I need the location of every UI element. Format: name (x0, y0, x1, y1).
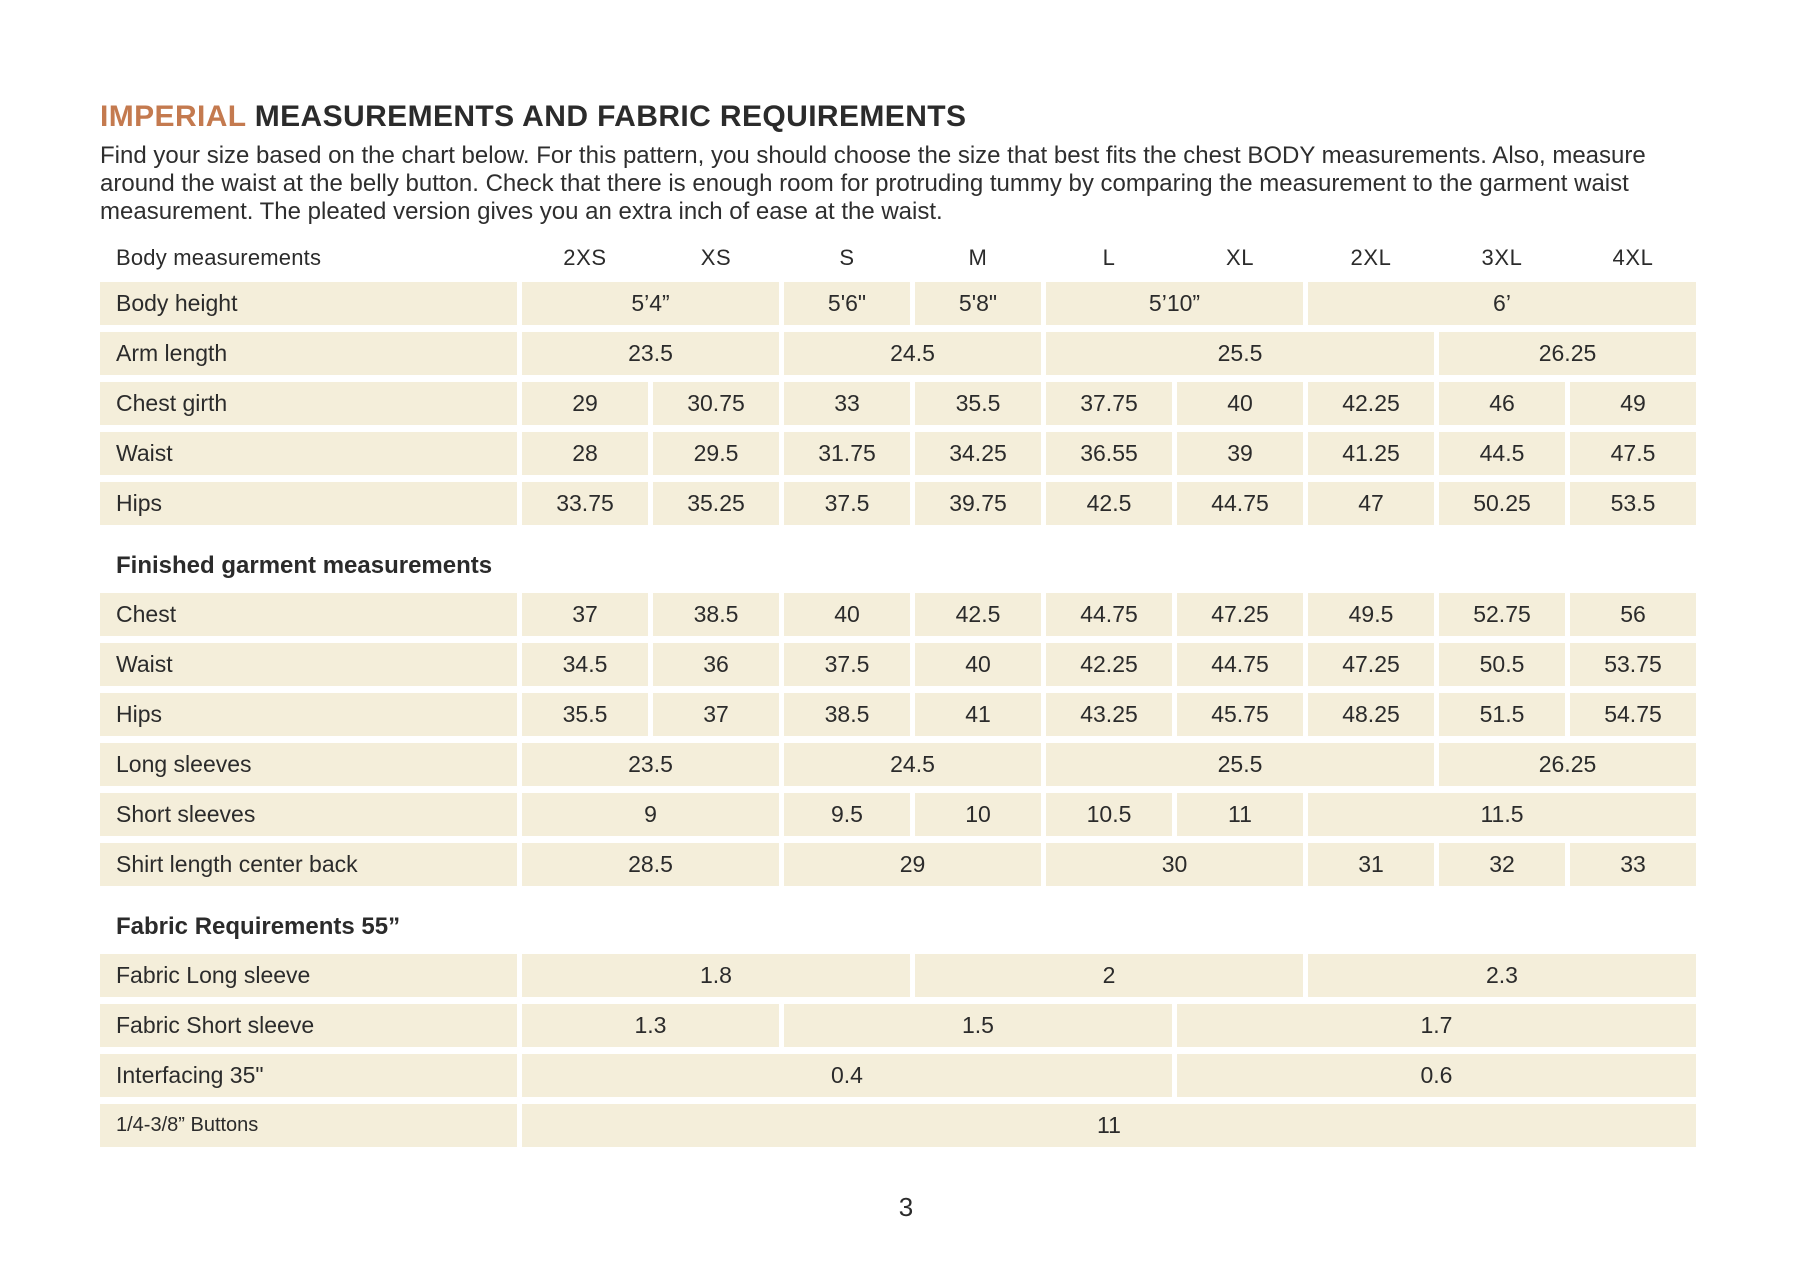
value-cell: 10.5 (1046, 793, 1172, 836)
value-cell: 5’4” (522, 282, 779, 325)
value-cell: 31.75 (784, 432, 910, 475)
page-title-rest: MEASUREMENTS AND FABRIC REQUIREMENTS (254, 100, 967, 133)
value-cell: 5’10” (1046, 282, 1303, 325)
value-cell: 48.25 (1308, 693, 1434, 736)
table-row (100, 482, 1696, 525)
value-cell: 2 (915, 954, 1303, 997)
table-row (100, 1004, 1696, 1047)
value-cell: 11 (1177, 793, 1303, 836)
value-cell: 36.55 (1046, 432, 1172, 475)
value-cell: 56 (1570, 593, 1696, 636)
row-label: Fabric Short sleeve (100, 1004, 517, 1047)
value-cell: 24.5 (784, 332, 1041, 375)
value-cell: 39.75 (915, 482, 1041, 525)
column-header-size-xs: XS (700, 245, 732, 270)
value-cell: 29 (522, 382, 648, 425)
value-cell: 0.4 (522, 1054, 1172, 1097)
table-row (100, 1104, 1696, 1147)
column-header-size-s: S (839, 245, 855, 270)
value-cell: 30 (1046, 843, 1303, 886)
value-cell: 28.5 (522, 843, 779, 886)
value-cell: 23.5 (522, 743, 779, 786)
value-cell: 34.25 (915, 432, 1041, 475)
value-cell: 11.5 (1308, 793, 1696, 836)
value-cell: 49 (1570, 382, 1696, 425)
value-cell: 44.75 (1177, 643, 1303, 686)
value-cell: 5'6" (784, 282, 910, 325)
value-cell: 35.5 (915, 382, 1041, 425)
section-header-row (100, 532, 1696, 586)
row-label: Hips (100, 693, 517, 736)
row-label: Chest (100, 593, 517, 636)
row-label: Interfacing 35" (100, 1054, 517, 1097)
column-header-size-m: M (968, 245, 988, 270)
value-cell: 54.75 (1570, 693, 1696, 736)
value-cell: 25.5 (1046, 743, 1434, 786)
value-cell: 11 (522, 1104, 1696, 1147)
section-header-row (100, 893, 1696, 947)
intro-paragraph: Find your size based on the chart below. For this pattern, you should choose the size that best fits the chest BODY measurements. Also, measure around the waist at the belly button. Check that there is enough room for protruding tummy by comparing the measurement to the garment waist measurement. The pleated version gives you an extra inch of ease at the waist. (100, 142, 1646, 225)
value-cell: 45.75 (1177, 693, 1303, 736)
value-cell: 35.5 (522, 693, 648, 736)
value-cell: 38.5 (653, 593, 779, 636)
table-row (100, 743, 1696, 786)
row-label: Waist (100, 432, 517, 475)
value-cell: 1.8 (522, 954, 910, 997)
table-row (100, 843, 1696, 886)
value-cell: 41.25 (1308, 432, 1434, 475)
table-row (100, 382, 1696, 425)
value-cell: 47 (1308, 482, 1434, 525)
value-cell: 2.3 (1308, 954, 1696, 997)
row-label: Shirt length center back (100, 843, 517, 886)
page-number: 3 (898, 1192, 914, 1222)
row-label: Body height (100, 282, 517, 325)
value-cell: 1.3 (522, 1004, 779, 1047)
row-label: Waist (100, 643, 517, 686)
value-cell: 35.25 (653, 482, 779, 525)
column-header-size-2xs: 2XS (563, 245, 607, 270)
value-cell: 47.25 (1177, 593, 1303, 636)
value-cell: 29 (784, 843, 1041, 886)
table-row (100, 793, 1696, 836)
value-cell: 33 (1570, 843, 1696, 886)
value-cell: 33 (784, 382, 910, 425)
row-label: Hips (100, 482, 517, 525)
value-cell: 47.5 (1570, 432, 1696, 475)
page-title (100, 100, 1712, 134)
value-cell: 34.5 (522, 643, 648, 686)
column-header-size-xl: XL (1225, 245, 1255, 270)
value-cell: 53.75 (1570, 643, 1696, 686)
table-row (100, 643, 1696, 686)
value-cell: 36 (653, 643, 779, 686)
row-label: 1/4-3/8” Buttons (100, 1104, 517, 1147)
value-cell: 9.5 (784, 793, 910, 836)
value-cell: 24.5 (784, 743, 1041, 786)
value-cell: 37.5 (784, 643, 910, 686)
section-title: Finished garment measurements (116, 552, 493, 579)
value-cell: 42.25 (1046, 643, 1172, 686)
value-cell: 37 (522, 593, 648, 636)
section-title: Fabric Requirements 55” (116, 913, 401, 940)
value-cell: 29.5 (653, 432, 779, 475)
value-cell: 53.5 (1570, 482, 1696, 525)
value-cell: 42.5 (1046, 482, 1172, 525)
value-cell: 30.75 (653, 382, 779, 425)
size-table (95, 234, 1701, 1154)
value-cell: 6’ (1308, 282, 1696, 325)
table-row (100, 954, 1696, 997)
value-cell: 51.5 (1439, 693, 1565, 736)
column-header-size-l: L (1102, 245, 1116, 270)
value-cell: 10 (915, 793, 1041, 836)
row-label: Fabric Long sleeve (100, 954, 517, 997)
value-cell: 40 (784, 593, 910, 636)
column-header-size-4xl: 4XL (1612, 245, 1654, 270)
table-row (100, 282, 1696, 325)
value-cell: 33.75 (522, 482, 648, 525)
value-cell: 52.75 (1439, 593, 1565, 636)
value-cell: 38.5 (784, 693, 910, 736)
value-cell: 32 (1439, 843, 1565, 886)
row-label: Arm length (100, 332, 517, 375)
table-row (100, 432, 1696, 475)
value-cell: 0.6 (1177, 1054, 1696, 1097)
value-cell: 31 (1308, 843, 1434, 886)
value-cell: 40 (1177, 382, 1303, 425)
value-cell: 25.5 (1046, 332, 1434, 375)
column-header-size-3xl: 3XL (1481, 245, 1523, 270)
value-cell: 41 (915, 693, 1041, 736)
page-title-highlight: IMPERIAL (100, 100, 246, 133)
column-header-body-measurements: Body measurements (116, 245, 322, 270)
value-cell: 40 (915, 643, 1041, 686)
value-cell: 44.5 (1439, 432, 1565, 475)
size-table-header-row (100, 241, 1696, 275)
value-cell: 5'8" (915, 282, 1041, 325)
value-cell: 42.25 (1308, 382, 1434, 425)
value-cell: 39 (1177, 432, 1303, 475)
value-cell: 26.25 (1439, 332, 1696, 375)
value-cell: 47.25 (1308, 643, 1434, 686)
table-row (100, 593, 1696, 636)
row-label: Long sleeves (100, 743, 517, 786)
value-cell: 37 (653, 693, 779, 736)
table-row (100, 693, 1696, 736)
value-cell: 50.5 (1439, 643, 1565, 686)
value-cell: 26.25 (1439, 743, 1696, 786)
page-content (100, 100, 1712, 1223)
value-cell: 42.5 (915, 593, 1041, 636)
value-cell: 49.5 (1308, 593, 1434, 636)
value-cell: 37.5 (784, 482, 910, 525)
value-cell: 1.7 (1177, 1004, 1696, 1047)
row-label: Chest girth (100, 382, 517, 425)
value-cell: 37.75 (1046, 382, 1172, 425)
value-cell: 46 (1439, 382, 1565, 425)
table-row (100, 332, 1696, 375)
value-cell: 1.5 (784, 1004, 1172, 1047)
value-cell: 9 (522, 793, 779, 836)
row-label: Short sleeves (100, 793, 517, 836)
size-table-body (100, 282, 1696, 1147)
value-cell: 23.5 (522, 332, 779, 375)
value-cell: 44.75 (1046, 593, 1172, 636)
column-header-size-2xl: 2XL (1350, 245, 1392, 270)
value-cell: 50.25 (1439, 482, 1565, 525)
table-row (100, 1054, 1696, 1097)
value-cell: 28 (522, 432, 648, 475)
value-cell: 43.25 (1046, 693, 1172, 736)
value-cell: 44.75 (1177, 482, 1303, 525)
